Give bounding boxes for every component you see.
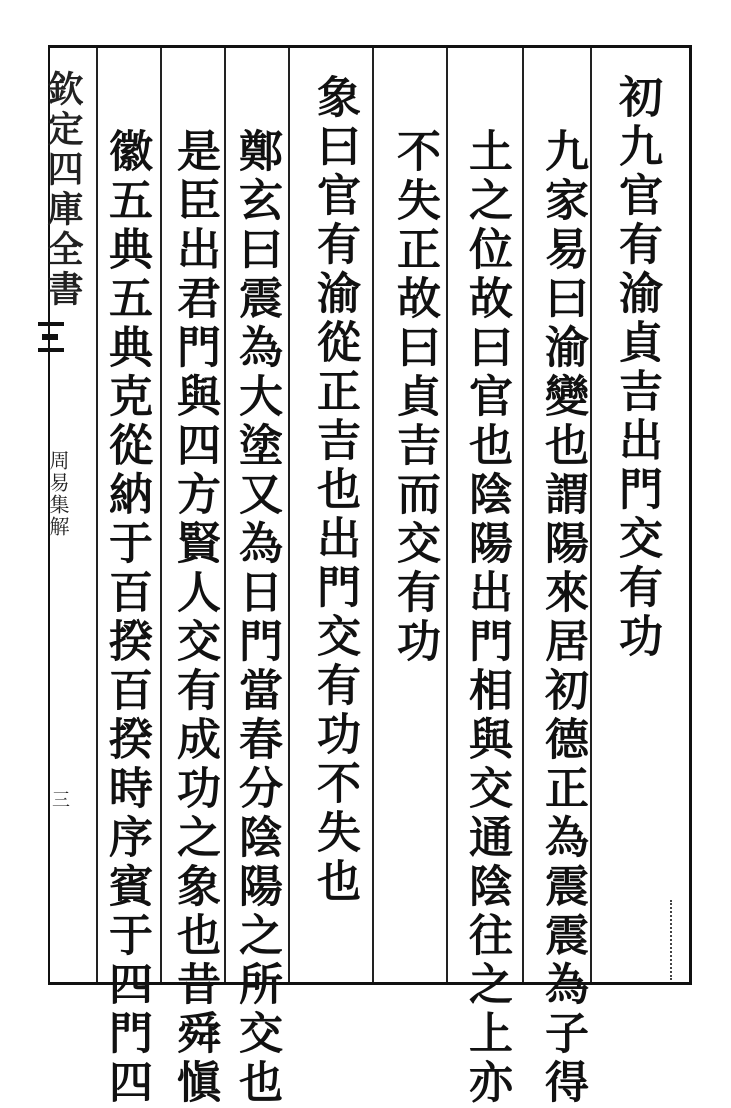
text-column-5: 象曰官有渝從正吉也出門交有功不失也	[309, 74, 360, 907]
column-rule	[224, 48, 226, 982]
text-column-6: 鄭玄曰震為大塗又為日門當春分陰陽之所交也	[231, 128, 282, 1108]
fish-tail-ornament-icon	[38, 322, 64, 352]
margin-book-title: 欽定四庫全書	[42, 70, 84, 310]
text-column-7: 是臣出君門與四方賢人交有成功之象也昔舜愼	[169, 128, 220, 1108]
column-rule	[288, 48, 290, 982]
column-rule	[446, 48, 448, 982]
text-column-8: 徽五典五典克從納于百揆百揆時序賓于四門四	[101, 128, 152, 1108]
text-column-2: 九家易曰渝變也謂陽來居初德正為震震為子得	[537, 128, 588, 1108]
column-rule	[160, 48, 162, 982]
edge-marks	[670, 900, 692, 980]
text-column-4: 不失正故曰貞吉而交有功	[389, 128, 440, 667]
column-rule	[96, 48, 98, 982]
column-rule	[372, 48, 374, 982]
column-rule	[522, 48, 524, 982]
margin-section-title: 周易集解	[46, 450, 70, 538]
text-column-3: 土之位故曰官也陰陽出門相與交通陰往之上亦	[461, 128, 512, 1108]
column-rule	[590, 48, 592, 982]
text-column-1: 初九官有渝貞吉出門交有功	[611, 74, 662, 662]
margin-page-number: 三	[49, 790, 70, 808]
